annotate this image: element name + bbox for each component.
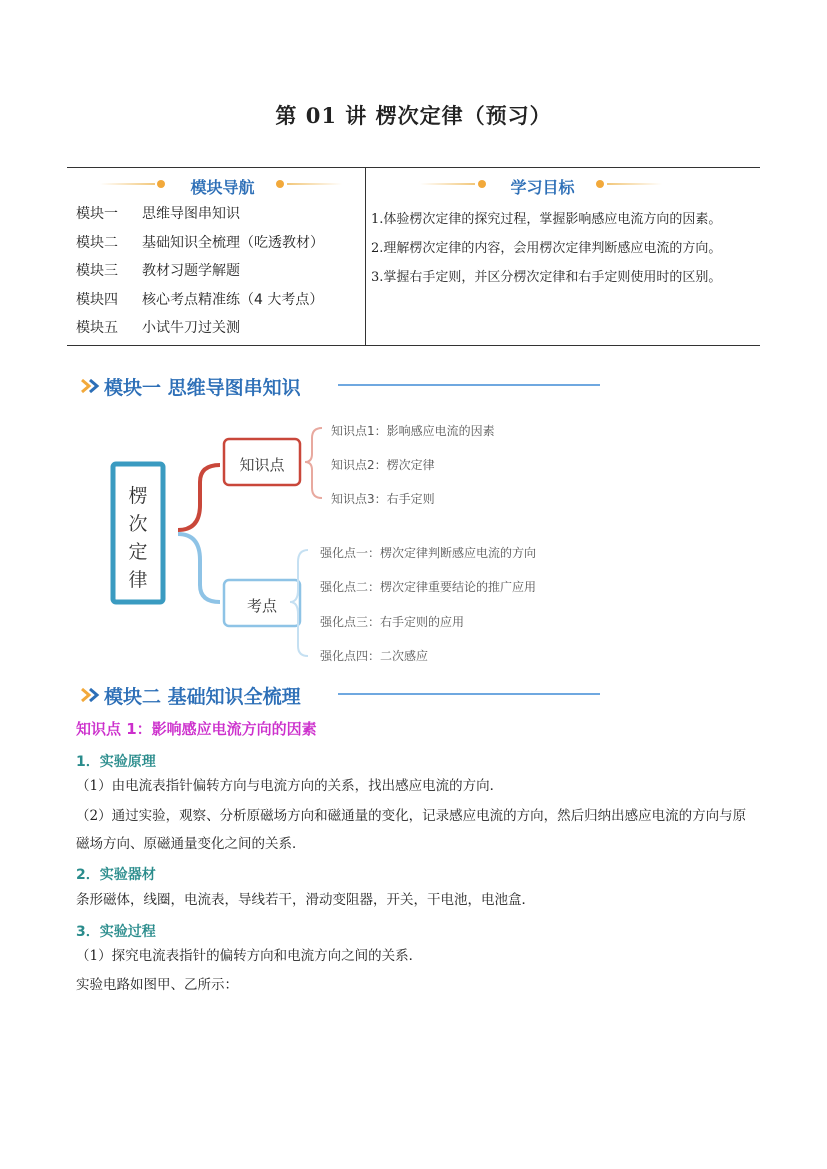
section-equipment-heading: 2．实验器材: [76, 867, 156, 883]
mindmap-connector-upper: [178, 465, 220, 530]
table-bottom-rule: [67, 345, 760, 346]
goal-item-2: 2.理解楞次定律的内容，会用楞次定律判断感应电流的方向。: [371, 241, 722, 256]
goals-heading-dot-right: [596, 180, 604, 188]
nav-item-4: 模块四 核心考点精准练（4 大考点）: [76, 292, 324, 308]
nav-item-1: 模块一 思维导图串知识: [76, 206, 240, 222]
process-para-2: 实验电路如图甲、乙所示：: [76, 977, 238, 993]
mindmap-branch1-item-3: 知识点3：右手定则: [331, 492, 435, 506]
nav-item-2: 模块二 基础知识全梳理（吃透教材）: [76, 235, 324, 251]
section-principle-heading: 1．实验原理: [76, 754, 156, 770]
nav-heading: 模块导航: [190, 178, 255, 197]
nav-heading-dot-left: [157, 180, 165, 188]
mindmap-branch1-label: 知识点: [239, 456, 285, 474]
nav-heading-line-right: [287, 183, 342, 185]
goals-heading: 学习目标: [510, 178, 575, 197]
mindmap-brace-upper: [305, 428, 322, 498]
mindmap-root-label: 楞次定律: [128, 485, 148, 591]
mindmap-branch1-item-1: 知识点1：影响感应电流的因素: [331, 424, 495, 438]
nav-heading-dot-right: [276, 180, 284, 188]
mindmap-branch2-item-2: 强化点二：楞次定律重要结论的推广应用: [320, 580, 537, 594]
module2-rule: [338, 693, 600, 695]
goal-item-1: 1.体验楞次定律的探究过程，掌握影响感应电流方向的因素。: [371, 212, 722, 227]
nav-heading-line-left: [100, 183, 155, 185]
goal-item-3: 3.掌握右手定则，并区分楞次定律和右手定则使用时的区别。: [371, 270, 722, 285]
module1-rule: [338, 384, 600, 386]
table-top-rule: [67, 167, 760, 168]
process-para-1: （1）探究电流表指针的偏转方向和电流方向之间的关系．: [76, 948, 423, 964]
nav-item-3: 模块三 教材习题学解题: [76, 263, 240, 279]
principle-para-1: （1）由电流表指针偏转方向与电流方向的关系，找出感应电流的方向．: [76, 778, 504, 794]
mindmap-branch2-item-4: 强化点四：二次感应: [320, 649, 429, 663]
section-process-heading: 3．实验过程: [76, 924, 156, 940]
principle-para-2: （2）通过实验，观察、分析原磁场方向和磁通量的变化，记录感应电流的方向，然后归纳出感应电流的方向与原磁场方向、原磁通量变化之间的关系．: [76, 808, 747, 852]
mindmap-connector-lower: [178, 534, 220, 602]
module2-heading: 模块二 基础知识全梳理: [104, 686, 301, 708]
goals-heading-line-left: [420, 183, 475, 185]
module1-heading: 模块一 思维导图串知识: [104, 377, 301, 399]
page-title: 第 01 讲 楞次定律（预习）: [275, 103, 552, 128]
mindmap-branch2-item-1: 强化点一：楞次定律判断感应电流的方向: [320, 546, 537, 560]
nav-item-5: 模块五 小试牛刀过关测: [76, 320, 240, 336]
goals-heading-dot-left: [478, 180, 486, 188]
mindmap-branch1-item-2: 知识点2：楞次定律: [331, 458, 435, 472]
table-divider: [365, 167, 366, 345]
module1-arrow-icon: [80, 378, 100, 394]
equipment-para: 条形磁体，线圈，电流表，导线若干，滑动变阻器，开关，干电池，电池盒．: [76, 892, 535, 908]
mindmap-branch2-label: 考点: [246, 597, 277, 615]
module2-arrow-icon: [80, 687, 100, 703]
knowledge-point-1-title: 知识点 1：影响感应电流方向的因素: [76, 720, 317, 738]
mindmap-branch2-item-3: 强化点三：右手定则的应用: [320, 615, 465, 629]
goals-heading-line-right: [607, 183, 662, 185]
